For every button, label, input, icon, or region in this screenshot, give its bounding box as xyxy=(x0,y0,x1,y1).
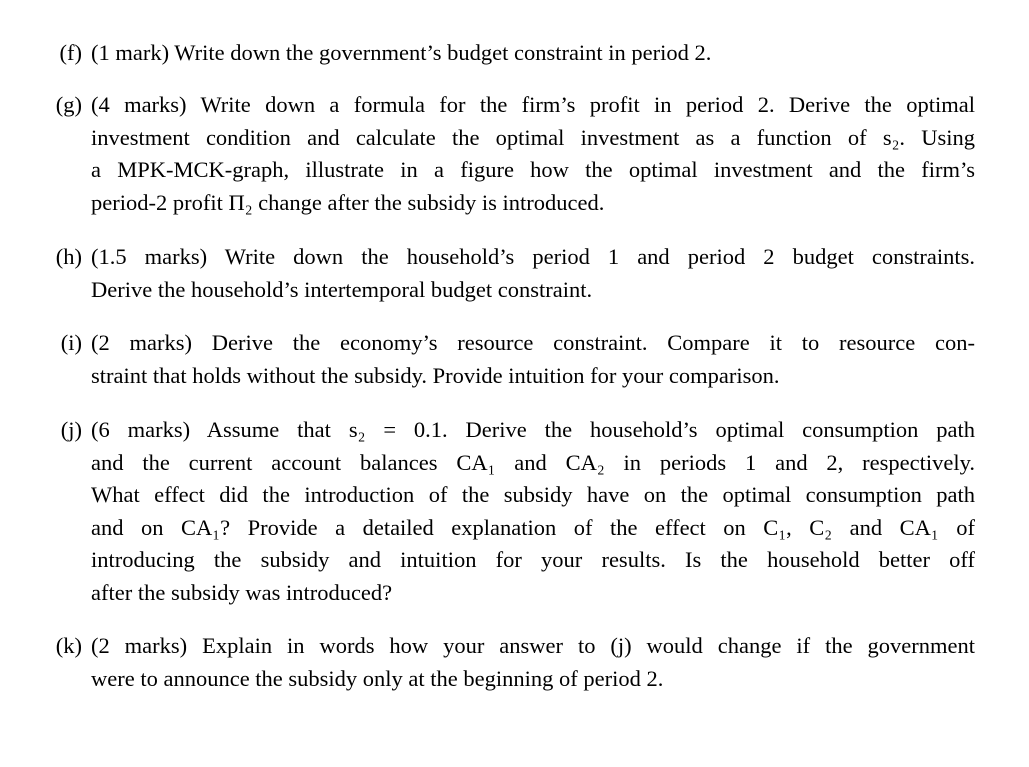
question-label: (h) xyxy=(55,244,82,269)
question-text xyxy=(91,630,975,695)
question-line: (1.5 marks) Write down the household’s period 1 and period 2 budget constraints. xyxy=(91,244,975,269)
question-text xyxy=(91,89,975,219)
question-line: and on CA₁? Provide a detailed explanation of the effect on C₁, C₂ and CA₁ of xyxy=(91,514,975,540)
question-line: were to announce the subsidy only at the beginning of period 2. xyxy=(91,665,664,691)
question-text xyxy=(91,327,975,392)
question-line: after the subsidy was introduced? xyxy=(91,579,393,605)
question-line: (2 marks) Explain in words how your answer to (j) would change if the government xyxy=(91,633,975,658)
question-label: (g) xyxy=(55,92,82,117)
question-text xyxy=(91,241,975,306)
question-label: (i) xyxy=(60,330,82,355)
question-line: introducing the subsidy and intuition for your results. Is the household better off xyxy=(91,547,975,572)
question-label: (f) xyxy=(59,40,82,65)
question-text xyxy=(91,414,975,609)
question-line: (1 mark) Write down the government’s budget constraint in period 2. xyxy=(91,40,712,65)
question-line: investment condition and calculate the optimal investment as a function of s₂. Using xyxy=(91,124,975,150)
question-line: (4 marks) Write down a formula for the firm’s profit in period 2. Derive the optimal xyxy=(91,92,975,117)
question-line: (6 marks) Assume that s₂ = 0.1. Derive the household’s optimal consumption path xyxy=(91,417,975,442)
question-line: What effect did the introduction of the subsidy have on the optimal consumption path xyxy=(91,482,975,507)
question-label: (j) xyxy=(60,417,82,442)
question-line: period-2 profit Π₂ change after the subsidy is introduced. xyxy=(91,189,605,215)
question-line: and the current account balances CA₁ and CA₂ in periods 1 and 2, respectively. xyxy=(91,449,975,475)
question-label: (k) xyxy=(55,633,82,658)
question-line: a MPK-MCK-graph, illustrate in a figure how the optimal investment and the firm’s xyxy=(91,157,975,182)
question-line: (2 marks) Derive the economy’s resource constraint. Compare it to resource con- xyxy=(91,330,975,355)
question-line: Derive the household’s intertemporal budget constraint. xyxy=(91,276,593,302)
question-line: straint that holds without the subsidy. Provide intuition for your comparison. xyxy=(91,362,780,388)
question-text xyxy=(91,37,975,70)
